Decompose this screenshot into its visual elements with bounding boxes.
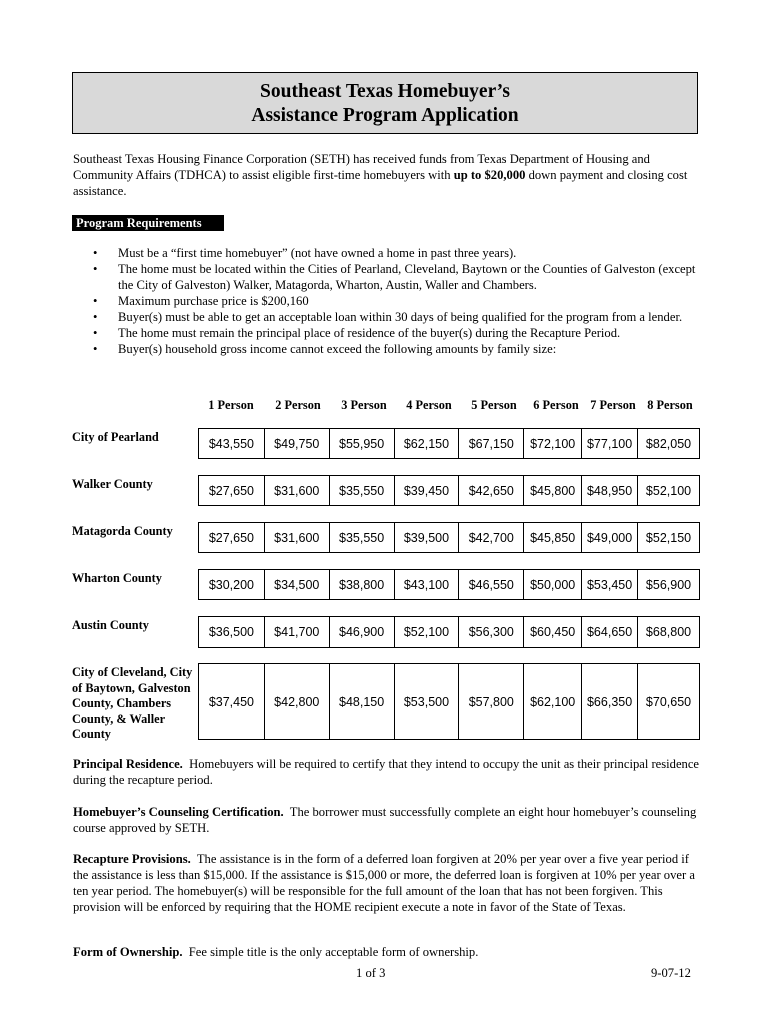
intro-text-after: down payment and closing cost assistance. (73, 168, 688, 198)
income-cell: $35,550 (329, 476, 394, 506)
section-heading: Homebuyer’s Counseling Certification. (73, 805, 284, 819)
income-cell: $52,150 (638, 523, 700, 553)
income-cell: $52,100 (394, 617, 459, 648)
column-header: 8 Person (647, 398, 693, 412)
section-heading: Form of Ownership. (73, 945, 183, 959)
ownership-section (73, 944, 701, 960)
requirement-item (73, 309, 703, 325)
income-cell: $46,900 (329, 617, 394, 648)
income-cell: $39,500 (394, 523, 459, 553)
section-heading: Principal Residence. (73, 757, 183, 771)
section-text: Homebuyers will be required to certify that they intend to occupy the unit as their principal residence during the recapture period. (73, 757, 700, 787)
area-label: Matagorda County (72, 524, 173, 538)
requirement-text: Buyer(s) household gross income cannot exceed the following amounts by family size: (118, 342, 557, 356)
requirement-item (73, 261, 703, 293)
income-cell: $77,100 (582, 429, 638, 459)
income-cell: $41,700 (264, 617, 329, 648)
area-label: Austin County (72, 618, 149, 632)
requirement-text: Buyer(s) must be able to get an acceptable loan within 30 days of being qualified for the program from a lender. (118, 310, 683, 324)
income-cell: $36,500 (199, 617, 265, 648)
requirement-text: Maximum purchase price is $200,160 (118, 294, 309, 308)
income-cell: $45,800 (524, 476, 582, 506)
income-cell: $66,350 (582, 664, 638, 740)
principal-residence-section (73, 756, 701, 788)
income-cell: $70,650 (638, 664, 700, 740)
page-number: 1 of 3 (356, 966, 386, 980)
income-cell: $38,800 (329, 570, 394, 600)
income-row (198, 663, 700, 740)
income-cell: $31,600 (264, 523, 329, 553)
area-label: City of Pearland (72, 430, 159, 444)
section-heading: Recapture Provisions. (73, 852, 191, 866)
bullet-icon: • (93, 326, 98, 340)
income-cell: $27,650 (199, 476, 265, 506)
income-cell: $42,650 (459, 476, 524, 506)
income-cell: $57,800 (459, 664, 524, 740)
revision-date: 9-07-12 (651, 966, 691, 980)
income-cell: $62,100 (524, 664, 582, 740)
income-cell: $67,150 (459, 429, 524, 459)
requirement-text: The home must remain the principal place of residence of the buyer(s) during the Recapture Period. (118, 326, 621, 340)
income-cell: $43,100 (394, 570, 459, 600)
income-row (198, 569, 700, 600)
income-cell: $27,650 (199, 523, 265, 553)
income-cell: $60,450 (524, 617, 582, 648)
income-cell: $49,750 (264, 429, 329, 459)
bullet-icon: • (93, 246, 98, 260)
column-header: 6 Person (533, 398, 579, 412)
income-row (198, 475, 700, 506)
income-cell: $56,300 (459, 617, 524, 648)
income-cell: $53,450 (582, 570, 638, 600)
income-cell: $53,500 (394, 664, 459, 740)
column-header: 7 Person (590, 398, 636, 412)
bullet-icon: • (93, 294, 98, 308)
requirements-list (73, 245, 703, 357)
bullet-icon: • (93, 262, 98, 276)
requirement-item (73, 325, 703, 341)
intro-text-before: Southeast Texas Housing Finance Corporation (SETH) has received funds from Texas Department of Housing and Community Affairs (TDHCA) to assist eligible first-time homebuyers with (73, 152, 650, 182)
income-cell: $62,150 (394, 429, 459, 459)
income-cell: $34,500 (264, 570, 329, 600)
income-cell: $46,550 (459, 570, 524, 600)
income-cell: $72,100 (524, 429, 582, 459)
income-cell: $35,550 (329, 523, 394, 553)
title-line-1: Southeast Texas Homebuyer’s (260, 81, 510, 102)
income-row (198, 428, 700, 459)
area-label: Walker County (72, 477, 153, 491)
bullet-icon: • (93, 310, 98, 324)
requirements-heading: Program Requirements (72, 215, 224, 231)
income-cell: $30,200 (199, 570, 265, 600)
bullet-icon: • (93, 342, 98, 356)
recapture-section (73, 851, 701, 915)
section-text: Fee simple title is the only acceptable form of ownership. (188, 945, 479, 959)
income-cell: $39,450 (394, 476, 459, 506)
income-cell: $56,900 (638, 570, 700, 600)
section-text: The borrower must successfully complete an eight hour homebuyer’s counseling course approved by SETH. (73, 805, 697, 835)
income-cell: $82,050 (638, 429, 700, 459)
counseling-section (73, 804, 701, 836)
income-cell: $48,950 (582, 476, 638, 506)
column-header: 4 Person (406, 398, 452, 412)
requirement-text: The home must be located within the Cities of Pearland, Cleveland, Baytown or the Counties of Galveston (except the City of Galveston) Walker, Matagorda, Wharton, Austin, Waller and Chambers. (118, 262, 696, 292)
income-cell: $52,100 (638, 476, 700, 506)
requirement-item (73, 341, 703, 357)
area-label: Wharton County (72, 571, 162, 585)
column-header: 2 Person (275, 398, 321, 412)
income-cell: $45,850 (524, 523, 582, 553)
column-header: 3 Person (341, 398, 387, 412)
income-cell: $50,000 (524, 570, 582, 600)
income-cell: $43,550 (199, 429, 265, 459)
area-label: City of Cleveland, City of Baytown, Galveston County, Chambers County, & Waller County (72, 665, 193, 741)
income-cell: $42,800 (264, 664, 329, 740)
income-row (198, 522, 700, 553)
income-cell: $31,600 (264, 476, 329, 506)
intro-bold-amount: up to $20,000 (453, 168, 526, 182)
requirement-item (73, 245, 703, 261)
income-row (198, 616, 700, 648)
income-cell: $49,000 (582, 523, 638, 553)
section-text: The assistance is in the form of a deferred loan forgiven at 20% per year over a five year period if the assistance is less than $15,000. If the assistance is $15,000 or more, the deferred loan is forgiven at 10% per year over a ten year period. The homebuyer(s) will be responsible for the full amount of the loan that has not been forgiven. This provision will be enforced by requiring that the HOME recipient execute a note in favor of the State of Texas. (73, 852, 695, 914)
intro-paragraph (73, 151, 703, 199)
income-cell: $68,800 (638, 617, 700, 648)
income-cell: $48,150 (329, 664, 394, 740)
requirement-item (73, 293, 703, 309)
title-line-2: Assistance Program Application (251, 105, 519, 126)
title-box (72, 72, 698, 134)
column-header: 1 Person (208, 398, 254, 412)
income-cell: $64,650 (582, 617, 638, 648)
income-cell: $55,950 (329, 429, 394, 459)
requirement-text: Must be a “first time homebuyer” (not have owned a home in past three years). (118, 246, 517, 260)
income-cell: $42,700 (459, 523, 524, 553)
income-cell: $37,450 (199, 664, 265, 740)
column-header: 5 Person (471, 398, 517, 412)
